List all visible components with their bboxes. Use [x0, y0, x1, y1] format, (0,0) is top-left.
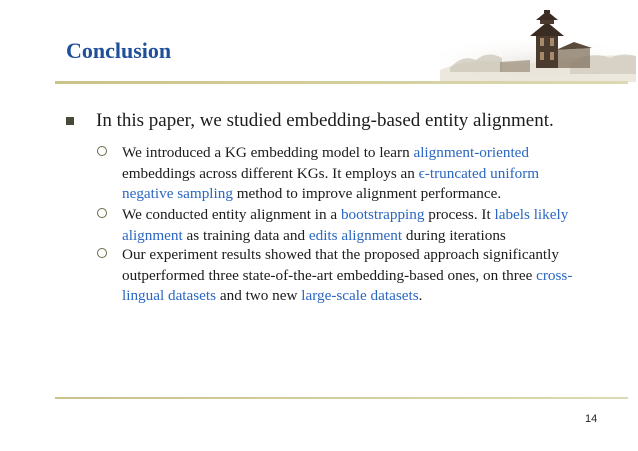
text-segment: and two new [216, 287, 302, 304]
text-segment: We introduced a KG embedding model to learn [122, 144, 414, 161]
highlight-segment: edits alignment [308, 226, 403, 244]
sub-point-1-text [122, 143, 582, 205]
circle-bullet-icon [97, 208, 107, 218]
text-segment: process. It [424, 206, 495, 223]
highlight-segment: alignment-oriented [413, 144, 530, 161]
circle-bullet-icon [97, 248, 107, 258]
pagoda-landscape-decoration [440, 10, 636, 82]
circle-bullet-icon [97, 146, 107, 156]
text-segment: embeddings across different KGs. It employs an [122, 164, 419, 182]
sub-point-2-text [122, 205, 582, 246]
text-segment: during iterations [402, 226, 506, 244]
square-bullet-icon [66, 117, 74, 125]
sub-point-3-text [122, 245, 582, 307]
text-segment: as training data and [182, 226, 309, 244]
text-segment: method to improve alignment performance. [232, 185, 502, 202]
slide-title: Conclusion [66, 38, 172, 63]
text-segment: . [418, 287, 423, 304]
highlight-segment: labels likely alignment [122, 206, 569, 244]
footer-rule [55, 397, 628, 399]
text-segment: Our experiment results showed that the proposed approach significantly outperformed three state-of-the-art embedding-based ones, on three [122, 246, 559, 284]
highlight-segment: bootstrapping [340, 206, 425, 223]
title-underline [55, 81, 628, 84]
highlight-segment: ϵ-truncated uniform negative sampling [122, 164, 540, 202]
main-point-text: In this paper, we studied embedding-based entity alignment. [96, 110, 554, 131]
page-number: 14 [585, 413, 598, 425]
text-segment: We conducted entity alignment in a [122, 206, 341, 223]
highlight-segment: cross-lingual datasets [122, 266, 573, 304]
highlight-segment: large-scale datasets [301, 287, 419, 304]
